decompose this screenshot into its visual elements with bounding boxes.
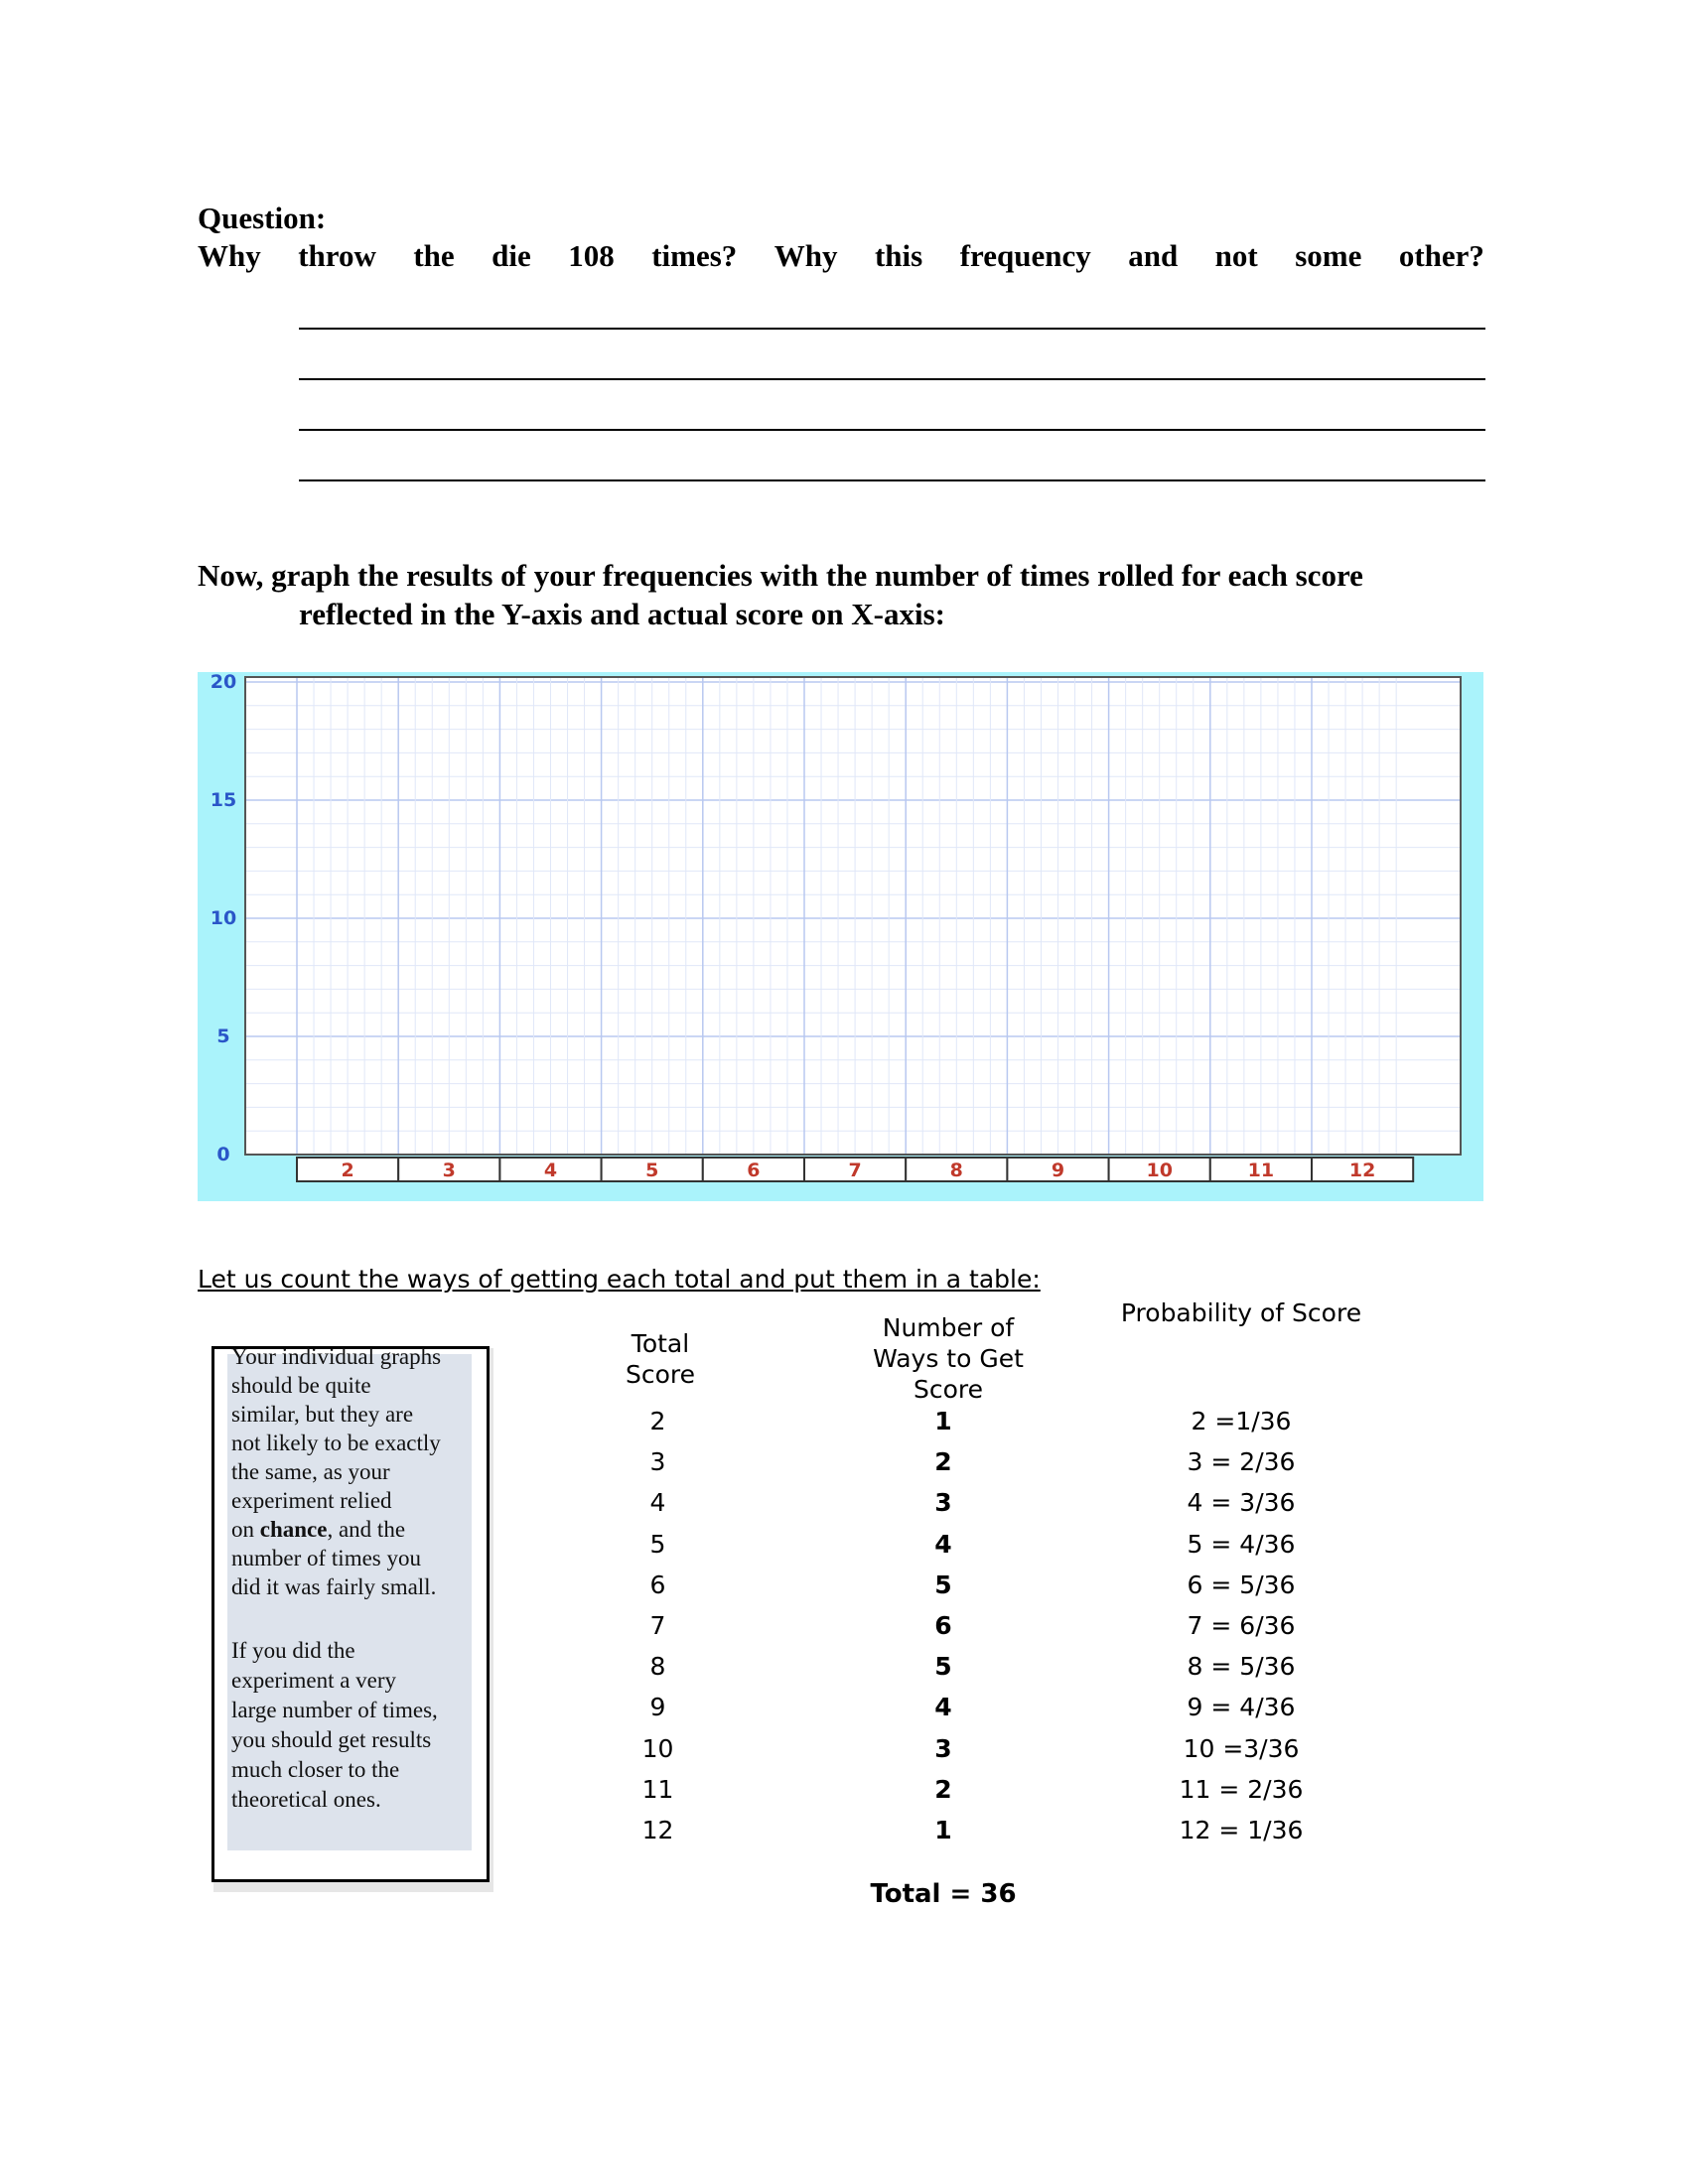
table-cell-probability: 7 = 6/36	[1187, 1611, 1296, 1640]
x-tick-label: 7	[848, 1160, 862, 1181]
x-tick-label: 8	[949, 1160, 963, 1181]
question-word: the	[413, 238, 455, 273]
x-tick-label: 6	[747, 1160, 761, 1181]
note-line: Your individual graphs	[231, 1344, 442, 1369]
y-tick-label: 0	[216, 1144, 230, 1165]
answer-line[interactable]	[299, 429, 1485, 431]
frequency-chart-svg	[198, 672, 1483, 1201]
table-cell-score: 8	[649, 1652, 666, 1681]
table-cell-score: 9	[649, 1693, 666, 1721]
table-cell-ways: 2	[934, 1775, 952, 1804]
table-cell-ways: 1	[934, 1407, 952, 1435]
table-cell-ways: 3	[934, 1734, 952, 1763]
x-tick-label: 10	[1146, 1160, 1173, 1181]
note-line: theoretical ones.	[231, 1787, 381, 1812]
note-paragraph-2	[231, 1636, 480, 1815]
table-cell-probability: 4 = 3/36	[1187, 1488, 1296, 1517]
note-line: much closer to the	[231, 1757, 400, 1782]
table-cell-ways: 4	[934, 1693, 952, 1721]
table-cell-score: 4	[649, 1488, 666, 1517]
x-tick-label: 2	[341, 1160, 354, 1181]
note-line: number of times you	[231, 1546, 421, 1570]
note-chance-emphasis: chance	[259, 1517, 328, 1542]
table-cell-probability: 6 = 5/36	[1187, 1570, 1296, 1599]
note-line: experiment a very	[231, 1668, 397, 1693]
graph-instruction	[198, 556, 1508, 633]
note-line: similar, but they are	[231, 1402, 414, 1427]
table-cell-probability: 5 = 4/36	[1187, 1530, 1296, 1559]
table-cell-score: 2	[649, 1407, 666, 1435]
y-tick-label: 20	[210, 672, 237, 693]
table-cell-probability: 9 = 4/36	[1187, 1693, 1296, 1721]
instruction-line-2: reflected in the Y-axis and actual score on X-axis:	[299, 597, 945, 631]
table-cell-ways: 5	[934, 1652, 952, 1681]
table-cell-probability: 12 = 1/36	[1179, 1816, 1304, 1844]
answer-line[interactable]	[299, 479, 1485, 481]
table-cell-score: 3	[649, 1447, 666, 1476]
question-heading: Question:	[198, 201, 327, 235]
table-cell-ways: 5	[934, 1570, 952, 1599]
question-word: and	[1128, 238, 1179, 273]
note-line	[231, 1515, 480, 1544]
table-cell-score: 6	[649, 1570, 666, 1599]
table-cell-ways: 2	[934, 1447, 952, 1476]
table-cell-ways: 4	[934, 1530, 952, 1559]
table-cell-probability: 10 =3/36	[1183, 1734, 1300, 1763]
table-cell-score: 5	[649, 1530, 666, 1559]
question-word: Why	[198, 238, 261, 273]
instruction-line-1: Now, graph the results of your frequencies with the number of times rolled for each score	[198, 558, 1363, 593]
table-cell-probability: 3 = 2/36	[1187, 1447, 1296, 1476]
table-cell-ways: 1	[934, 1816, 952, 1844]
x-tick-label: 9	[1051, 1160, 1065, 1181]
table-cell-score: 10	[641, 1734, 674, 1763]
table-cell-probability: 8 = 5/36	[1187, 1652, 1296, 1681]
question-word: other?	[1398, 238, 1484, 273]
note-line: you should get results	[231, 1727, 432, 1752]
header-probability	[1092, 1297, 1390, 1328]
header-line: Number of	[882, 1313, 1015, 1342]
table-cell-score: 12	[641, 1816, 674, 1844]
note-line: should be quite	[231, 1373, 371, 1398]
table-caption: Let us count the ways of getting each total and put them in a table:	[198, 1265, 1041, 1294]
question-text	[198, 238, 1484, 274]
table-cell-score: 7	[649, 1611, 666, 1640]
question-word: throw	[298, 238, 376, 273]
note-paragraph-1	[231, 1342, 480, 1601]
x-tick-label: 11	[1247, 1160, 1275, 1181]
note-text-fragment: , and the	[327, 1517, 406, 1542]
header-line: Score	[913, 1375, 984, 1404]
note-line: experiment relied	[231, 1488, 392, 1513]
note-line: the same, as your	[231, 1459, 390, 1484]
header-ways	[834, 1312, 1062, 1405]
question-word: Why	[774, 238, 838, 273]
answer-line[interactable]	[299, 328, 1485, 330]
question-word: frequency	[959, 238, 1091, 273]
note-line: not likely to be exactly	[231, 1431, 441, 1455]
y-tick-label: 10	[210, 907, 237, 929]
question-word: not	[1214, 238, 1258, 273]
table-cell-ways: 6	[934, 1611, 952, 1640]
x-tick-label: 4	[543, 1160, 558, 1181]
table-cell-probability: 11 = 2/36	[1179, 1775, 1304, 1804]
header-line: Score	[625, 1360, 696, 1389]
table-cell-ways: 3	[934, 1488, 952, 1517]
header-line: Ways to Get	[873, 1344, 1024, 1373]
total-ways: Total = 36	[870, 1879, 1017, 1909]
note-text-fragment: on	[231, 1517, 260, 1542]
y-tick-label: 15	[210, 789, 237, 811]
question-word: some	[1295, 238, 1362, 273]
question-word: this	[874, 238, 923, 273]
x-tick-label: 5	[645, 1160, 659, 1181]
note-line: did it was fairly small.	[231, 1574, 437, 1599]
question-word: times?	[651, 238, 738, 273]
note-line: large number of times,	[231, 1698, 438, 1722]
table-cell-score: 11	[641, 1775, 674, 1804]
y-tick-label: 5	[216, 1025, 230, 1047]
x-tick-label: 12	[1348, 1160, 1376, 1181]
header-line: Total	[631, 1329, 690, 1358]
header-line: Probability of Score	[1120, 1298, 1362, 1327]
question-word: die	[492, 238, 531, 273]
header-total-score	[576, 1328, 745, 1390]
question-word: 108	[568, 238, 615, 273]
note-line: If you did the	[231, 1638, 355, 1663]
x-tick-label: 3	[442, 1160, 456, 1181]
frequency-graph	[198, 672, 1483, 1201]
answer-line[interactable]	[299, 378, 1485, 380]
table-cell-probability: 2 =1/36	[1191, 1407, 1292, 1435]
